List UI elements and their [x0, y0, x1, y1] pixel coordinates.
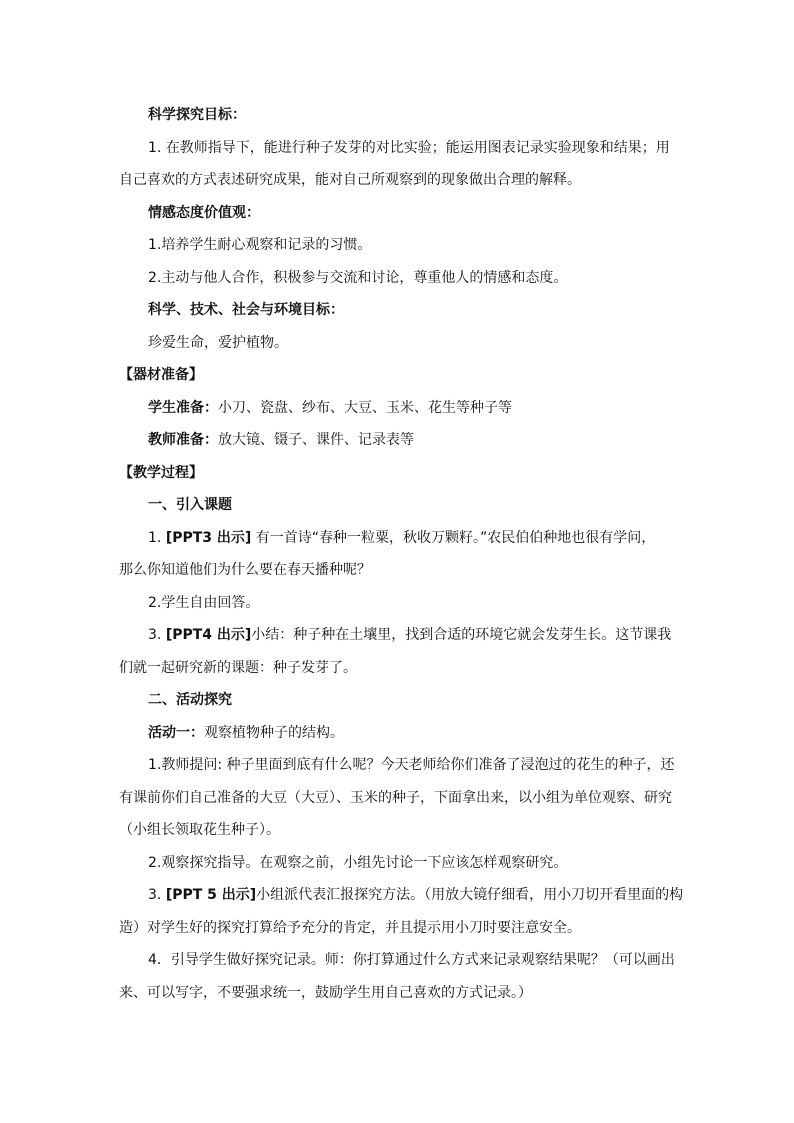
stse-text: 珍爱生命，爱护植物。 — [148, 334, 288, 351]
document-page — [119, 99, 684, 1009]
part2-heading: 二、活动探究 — [148, 692, 232, 708]
part2-step-cont: （小组长领取花生种子）。 — [119, 822, 280, 838]
activity-title — [119, 717, 679, 750]
student-text: 小刀、瓷盘、纱布、大豆、玉米、花生等种子等 — [218, 399, 512, 416]
step-text: 小结：种子种在土壤里，找到合适的环境它就会发芽生长。这节课我 — [251, 627, 672, 643]
attitude-heading: 情感态度价值观： — [148, 204, 260, 221]
part1-step — [119, 522, 679, 555]
part2-step: 1.教师提问: 种子里面到底有什么呢？今天老师给你们准备了浸泡过的花生的种子，还 — [148, 757, 675, 773]
step-number: 3. — [148, 887, 166, 903]
teacher-label: 教师准备： — [148, 432, 218, 448]
part2-step-cont: 有课前你们自己准备的大豆（大豆）、玉米的种子，下面拿出来，以小组为单位观察、研究 — [119, 789, 672, 806]
ppt-tag: [PPT4 出示] — [165, 627, 252, 643]
teacher-materials — [119, 424, 679, 457]
attitude-item: 2.主动与他人合作，积极参与交流和讨论，尊重他人的情感和态度。 — [148, 269, 568, 286]
sci-goal-line: 自己喜欢的方式表述研究成果，能对自己所观察到的现象做出合理的解释。 — [119, 172, 581, 188]
part2-step-cont: 来、可以写字，不要强求统一，鼓励学生用自己喜欢的方式记录。） — [119, 984, 532, 1001]
part2-step — [119, 879, 684, 912]
student-label: 学生准备： — [148, 399, 218, 416]
ppt-tag: [PPT3 出示] — [165, 529, 252, 546]
part1-step — [119, 619, 679, 652]
part2-step-cont: 造）对学生好的探究打算给予充分的肯定，并且提示用小刀时要注意安全。 — [119, 919, 581, 936]
attitude-item: 1.培养学生耐心观察和记录的习惯。 — [148, 237, 372, 253]
student-materials — [119, 392, 679, 425]
step-text: 小组派代表汇报探究方法。（用放大镜仔细看，用小刀切开看里面的构 — [256, 887, 684, 903]
step-text: 有一首诗“春种一粒粟，秋收万颗籽。”农民伯伯种地也很有学问， — [251, 529, 656, 546]
activity-text: 观察植物种子的结构。 — [204, 724, 344, 741]
part1-heading: 一、引入课题 — [148, 497, 232, 513]
ppt-tag: [PPT 5 出示] — [165, 887, 257, 903]
stse-heading: 科学、技术、社会与环境目标： — [148, 302, 344, 318]
materials-heading: 【器材准备】 — [119, 367, 203, 383]
step-number: 3. — [148, 627, 166, 643]
sci-goal-line: 1. 在教师指导下，能进行种子发芽的对比实验；能运用图表记录实验现象和结果；用 — [148, 139, 670, 156]
part1-step-cont: 那么你知道他们为什么要在春天播种呢？ — [119, 562, 371, 578]
part2-step: 4．引导学生做好探究记录。师：你打算通过什么方式来记录观察结果呢？（可以画出 — [148, 952, 675, 968]
part2-step: 2.观察探究指导。在观察之前，小组先讨论一下应该怎样观察研究。 — [148, 854, 568, 871]
activity-label: 活动一： — [148, 724, 204, 741]
part1-step: 2.学生自由回答。 — [148, 594, 260, 611]
teacher-text: 放大镜、镊子、课件、记录表等 — [218, 432, 414, 448]
part1-step-cont: 们就一起研究新的课题：种子发芽了。 — [119, 659, 357, 676]
step-number: 1. — [148, 529, 166, 546]
process-heading: 【教学过程】 — [119, 464, 203, 481]
sci-goal-heading: 科学探究目标： — [148, 107, 246, 123]
